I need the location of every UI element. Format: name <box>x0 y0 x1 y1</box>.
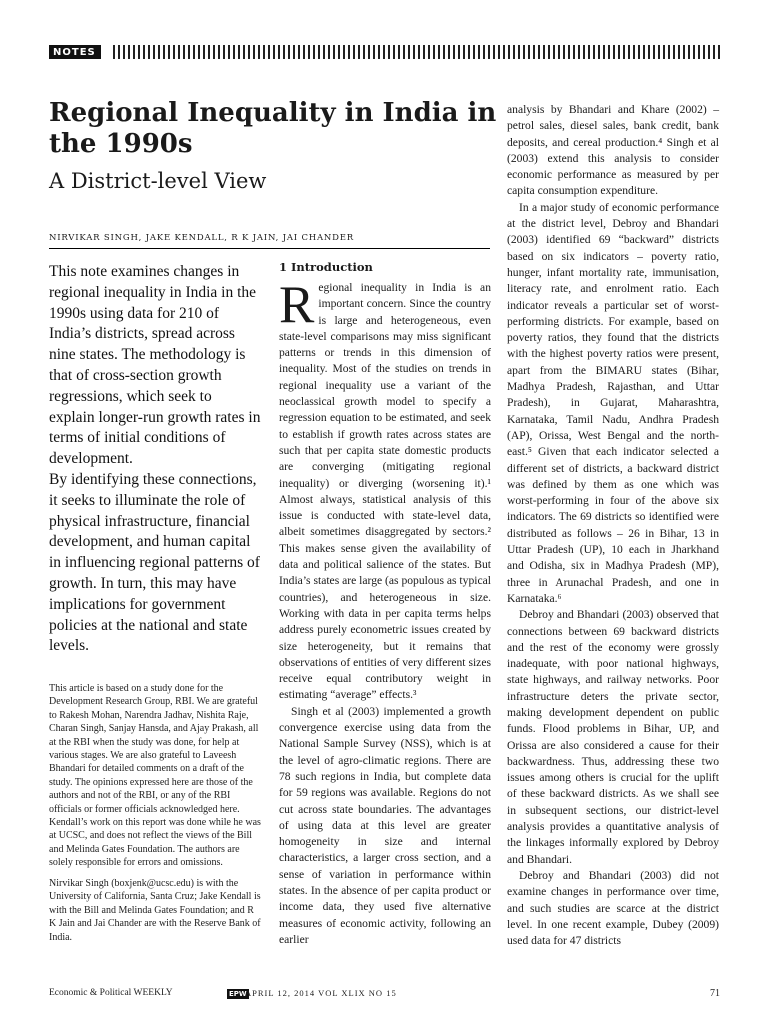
journal-name: Economic & Political WEEKLY <box>49 988 173 998</box>
article-subtitle: A District-level View <box>49 169 267 193</box>
abstract-paragraph: By identifying these connections, it seeks to illuminate the role of physical infrastructure, financial development, and human capital in influencing regional patterns of growth. In turn, this may have implications for government policies at the national and state levels. <box>49 470 260 655</box>
body-column-right <box>507 102 719 949</box>
body-column-middle <box>279 260 491 948</box>
body-paragraph: Singh et al (2003) implemented a growth convergence exercise using data from the National Sample Survey (NSS), which is at the level of agro-climatic regions. There are 78 such regions in India, but complete data for 59 regions was available. Regions do not cut across state boundaries. The advantages of using data at this level are greater homogeneity in size and internal characteristics, a larger cross section, and a sense of variation in performance within states. In the absence of per capita product or income data, they used five alternative measures of economic activity, following an earlier <box>279 704 491 946</box>
section-banner <box>49 45 720 59</box>
article-title: Regional Inequality in India in the 1990s <box>49 98 497 159</box>
page-number: 71 <box>710 988 720 999</box>
page-footer <box>49 988 720 1002</box>
journal-logo: EPW <box>229 990 247 998</box>
body-paragraph: Regional inequality in India is an important concern. Since the country is large and heterogeneous, even state-level comparisons may miss significant patterns or trends in this dimension of inequality. Most of the studies on trends in regional inequality use a variant of the neoclassical growth model to specify a regression equation to be estimated, and seek to establish if growth rates across states are such that per capita state domestic products are converging (mitigating regional inequality) or diverging (worsening it).¹ Almost always, statistical analysis of this issue is conducted with state-level data, albeit sometimes disaggregated by sectors.² This makes sense given the availability of data and political salience of the states. But India’s states are large (as populous as typical countries), and heterogeneous in size. Working with data in per capita terms helps address purely econometric issues created by size heterogeneity, but it remains that observations of entities of very different sizes receive equal contributory weight in estimating “average” effects.³ <box>279 276 491 702</box>
section-label: NOTES <box>49 45 101 59</box>
abstract <box>49 262 261 657</box>
body-paragraph: Debroy and Bhandari (2003) did not examine changes in performance over time, and such studies are scarce at the district level. In one recent example, Dubey (2009) used data for 47 districts <box>507 868 719 948</box>
body-paragraph: In a major study of economic performance at the district level, Debroy and Bhandari (2003) identified 69 “backward” districts based on six indicators – poverty ratio, hunger, infant mortality rate, immunisation, literacy rate, and enrolment ratio. Each indicator reveals a particular set of worst-performing districts. For example, based on poverty ratios, they found that the districts with the highest poverty ratios were present, apart from the BIMARU states (Bihar, Madhya Pradesh, Rajasthan, and Uttar Pradesh), in Gujarat, Maharashtra, Karnataka, Tamil Nadu, Andhra Pradesh (AP), Orissa, West Bengal and the north-east.⁵ Given that each indicator selected a different set of districts, a backward district was defined by them as one which was worst-performing in four of the above six indicators. The 69 districts so identified were distributed as follows – 26 in Bihar, 13 in Uttar Pradesh (UP), 10 each in Jharkhand and Odisha, six in Madhya Pradesh (MP), three in Arunachal Pradesh, and one in Karnataka.⁶ <box>507 200 719 605</box>
author-byline: NIRVIKAR SINGH, JAKE KENDALL, R K JAIN, JAI CHANDER <box>49 233 490 249</box>
drop-cap: R <box>279 276 315 334</box>
banner-hatch-rule <box>113 45 720 59</box>
body-paragraph: Debroy and Bhandari (2003) observed that connections between 69 backward districts and the rest of the economy were grossly inadequate, with poor national highways, state highways, and railway networks. Poor infrastructure deters the private sector, making development dependent on public funds. Flood problems in Bihar, UP, and Orissa are also considered a cause for their backwardness. Thus, addressing these two issues among others is crucial for the uplift of these backward districts. As we shall see in subsequent sections, our district-level analysis provides a quantitative analysis of the linkages informally explored by Debroy and Bhandari. <box>507 608 719 866</box>
section-heading: 1 Introduction <box>279 260 373 274</box>
issue-info: APRIL 12, 2014 VOL XLIX NO 15 <box>245 988 397 998</box>
author-affiliation-footnote: Nirvikar Singh (boxjenk@ucsc.edu) is with the University of California, Santa Cruz; Jake Kendall is with the Bill and Melinda Gates Foundation; and R K Jain and Jai Chander are with the Reserve Bank of India. <box>49 878 261 943</box>
body-paragraph: analysis by Bhandari and Khare (2002) – petrol sales, diesel sales, bank credit, bank deposits, and cereal production.⁴ Singh et al (2003) extend this analysis to consider economic performance as measured by per capita consumption expenditure. <box>507 103 719 198</box>
acknowledgement-footnote: This article is based on a study done for the Development Research Group, RBI. We are grateful to Rakesh Mohan, Narendra Jadhav, Nishita Raje, Charan Singh, Sanjay Hansda, and Ajay Prakash, all at the RBI when the study was done, for help at various stages. We are also grateful to Laveesh Bhandari for detailed comments on a draft of the study. The opinions expressed here are those of the authors and not of the RBI, or any of the RBI officials or former officials acknowledged here. Kendall’s work on this report was done while he was at UCSC, and does not reflect the views of the Bill and Melinda Gates Foundation. The authors are solely responsible for errors and omissions. <box>49 683 261 869</box>
abstract-paragraph: This note examines changes in regional inequality in India in the 1990s using data for 210 of India’s districts, spread across nine states. The methodology is that of cross-section growth regressions, which seek to explain longer-run growth rates in terms of initial conditions of development. <box>49 263 261 468</box>
